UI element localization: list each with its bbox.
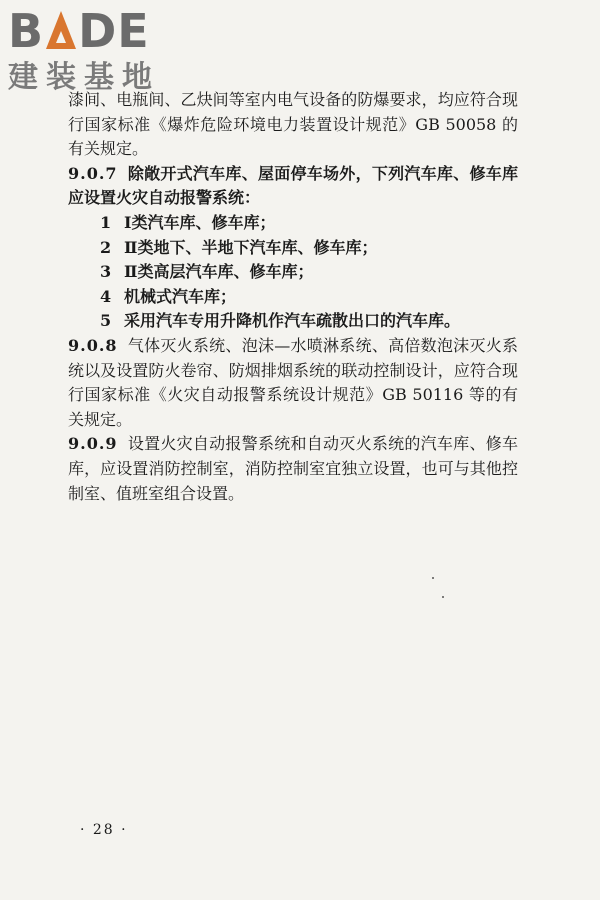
list-item <box>68 309 518 334</box>
item-text: 采用汽车专用升降机作汽车疏散出口的汽车库。 <box>124 311 461 331</box>
scan-speck <box>442 596 444 598</box>
item-text: Ⅰ类汽车库、修车库； <box>124 212 276 232</box>
clause-9-0-9 <box>68 432 518 506</box>
clause-text: 气体灭火系统、泡沫—水喷淋系统、高倍数泡沫灭火系统以及设置防火卷帘、防烟排烟系统的联动控制设计，应符合现行国家标准《火灾自动报警系统设计规范》GB 50116 等的有关规定。 <box>68 335 518 429</box>
item-text: 机械式汽车库； <box>124 286 237 306</box>
list-item <box>68 236 518 261</box>
logo-mark <box>8 6 178 56</box>
list-item <box>68 211 518 236</box>
page-number: · 28 · <box>80 822 128 838</box>
clause-number: 9.0.9 <box>68 434 118 454</box>
item-text: Ⅱ类高层汽车库、修车库； <box>124 262 314 282</box>
clause-9-0-7 <box>68 162 518 211</box>
item-number: 5 <box>100 311 112 331</box>
watermark-logo <box>8 6 178 96</box>
clause-text: 设置火灾自动报警系统和自动灭火系统的汽车库、修车库，应设置消防控制室，消防控制室宜独立设置，也可与其他控制室、值班室组合设置。 <box>68 434 518 503</box>
clause-9-0-8 <box>68 334 518 432</box>
item-number: 1 <box>100 212 112 232</box>
clause-number: 9.0.7 <box>68 163 118 183</box>
item-number: 2 <box>100 237 112 257</box>
item-text: Ⅱ类地下、半地下汽车库、修车库； <box>124 237 378 257</box>
clause-number: 9.0.8 <box>68 335 118 355</box>
list-item <box>68 285 518 310</box>
clause-9-0-7-list <box>68 211 518 334</box>
scan-speck <box>432 577 434 579</box>
logo-letters-de: DE <box>78 4 150 58</box>
body-text <box>68 88 518 506</box>
clause-text: 除敞开式汽车库、屋面停车场外，下列汽车库、修车库应设置火灾自动报警系统： <box>68 163 518 208</box>
continued-paragraph: 漆间、电瓶间、乙炔间等室内电气设备的防爆要求，均应符合现行国家标准《爆炸危险环境电力装置设计规范》GB 50058 的有关规定。 <box>68 90 518 159</box>
logo-a-triangle-icon <box>44 7 78 47</box>
item-number: 4 <box>100 286 112 306</box>
list-item <box>68 260 518 285</box>
logo-letter-b: B <box>8 4 45 58</box>
item-number: 3 <box>100 262 112 282</box>
logo-text: 建装基地 <box>8 60 160 95</box>
